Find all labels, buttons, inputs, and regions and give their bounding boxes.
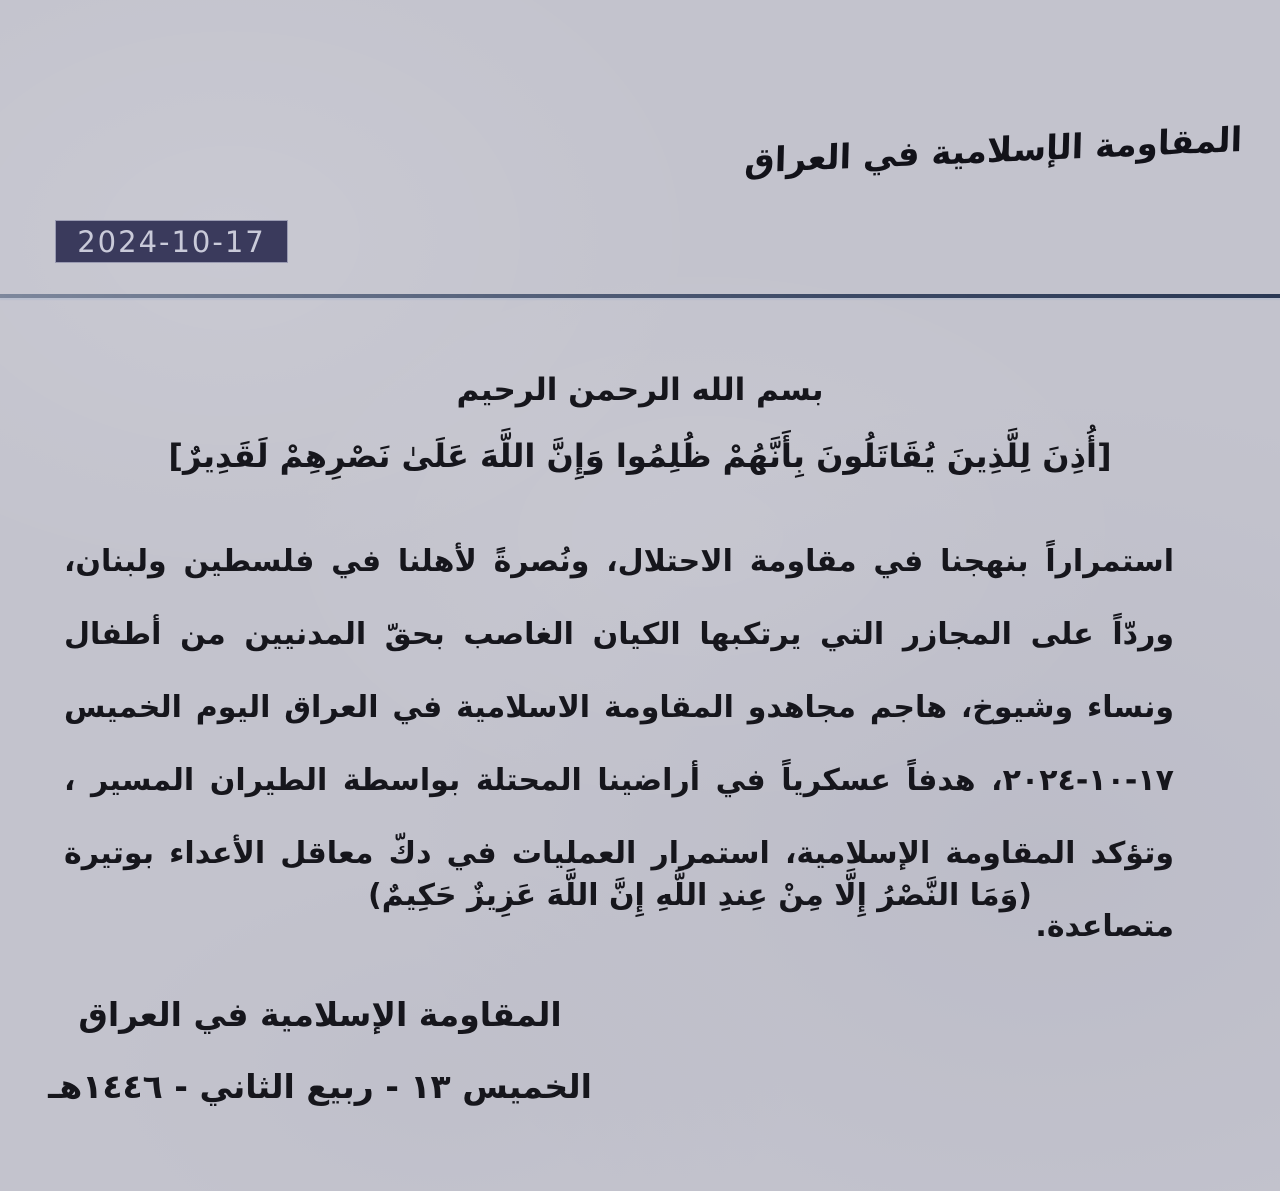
signature-date: الخميس ١٣ - ربيع الثاني - ١٤٤٦هـ [48, 1067, 592, 1107]
date-badge: 2024-10-17 [55, 220, 288, 263]
header-divider-line [0, 294, 1280, 298]
opening-quran-verse: [أُذِنَ لِلَّذِينَ يُقَاتَلُونَ بِأَنَّهُمْ ظُلِمُوا وَإِنَّ اللَّهَ عَلَىٰ نَصْرِهِمْ لَقَدِيرٌ] [168, 437, 1112, 475]
closing-quran-verse: (وَمَا النَّصْرُ إِلَّا مِنْ عِندِ اللَّهِ إِنَّ اللَّهَ عَزِيزٌ حَكِيمٌ) [368, 878, 1032, 913]
bismillah-heading: بسم الله الرحمن الرحيم [456, 372, 824, 408]
organization-logo-calligraphy: المقاومة الإسلامية في العراق [743, 119, 1243, 182]
signature-block [40, 994, 600, 1106]
statement-body-paragraph: استمراراً بنهجنا في مقاومة الاحتلال، ونُصرةً لأهلنا في فلسطين ولبنان، وردّاً على المجازر التي يرتكبها الكيان الغاصب بحقّ المدنيين من أطفال ونساء وشيوخ، هاجم مجاهدو المقاومة الاسلامية في العراق اليوم الخميس ١٧-١٠-٢٠٢٤، هدفاً عسكرياً في أراضينا المحتلة بواسطة الطيران المسير ، وتؤكد المقاومة الإسلامية، استمرار العمليات في دكّ معاقل الأعداء بوتيرة متصاعدة. [64, 544, 1174, 944]
signature-name: المقاومة الإسلامية في العراق [78, 995, 562, 1034]
